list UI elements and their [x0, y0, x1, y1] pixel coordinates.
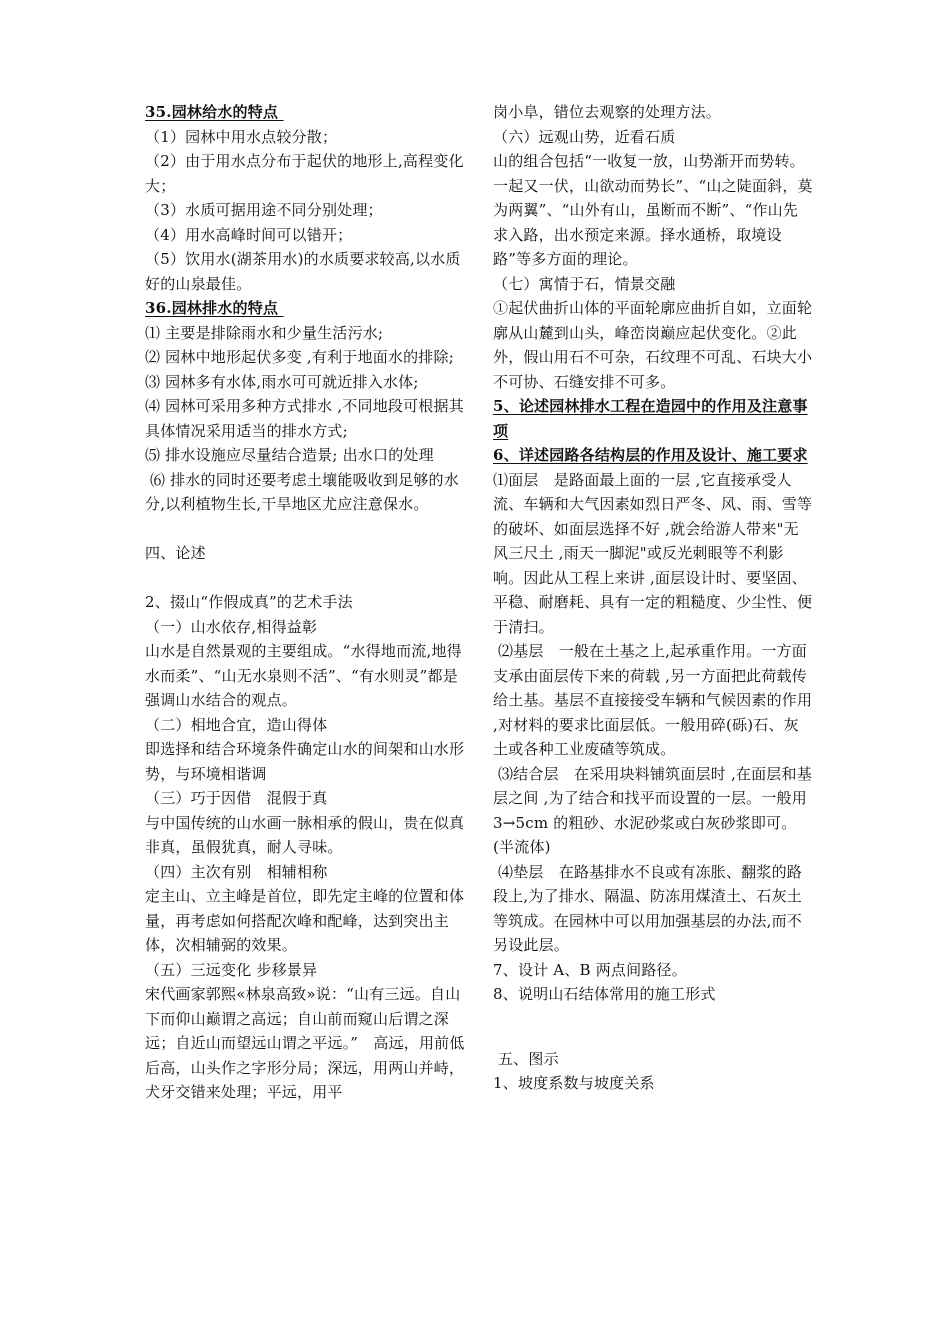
question-heading: 1、坡度系数与坡度关系: [493, 1074, 655, 1092]
section-heading: 四、论述: [145, 544, 206, 562]
spacer: [145, 566, 465, 591]
list-item: （2）由于用水点分布于起伏的地形上,高程变化大；: [145, 152, 464, 195]
list-item: ⑹ 排水的同时还要考虑土壤能吸收到足够的水分,以利植物生长,干旱地区尤应注意保水。: [145, 470, 459, 513]
subheading: （二）相地合宜，造山得体: [145, 715, 328, 734]
spacer: [145, 517, 465, 542]
subheading: （四）主次有别 相辅相称: [145, 862, 328, 881]
list-item: （1）园林中用水点较分散；: [145, 127, 338, 146]
list-item: ⑵ 园林中地形起伏多变 ,有利于地面水的排除;: [145, 348, 454, 366]
list-item: （4）用水高峰时间可以错开；: [145, 225, 353, 244]
left-column: [145, 100, 465, 1105]
paragraph: ⑷垫层 在路基排水不良或有冻胀、翻浆的路段上,为了排水、隔温、防冻用煤渣土、石灰土等筑成。在园林中可以用加强基层的办法,而不另设此层。: [493, 862, 802, 954]
question-heading: 7、设计 A、B 两点间路径。: [493, 960, 687, 979]
list-item: ⑶ 园林多有水体,雨水可可就近排入水体;: [145, 372, 419, 391]
question-heading: 2、掇山“作假成真”的艺术手法: [145, 593, 353, 611]
subheading: （七）寓情于石，情景交融: [493, 274, 676, 293]
paragraph: 即选择和结合环境条件确定山水的间架和山水形势，与环境相谐调: [145, 740, 465, 783]
paragraph: 山水是自然景观的主要组成。“水得地而流,地得水而柔”、“山无水泉则不活”、“有水则灵”都是强调山水结合的观点。: [145, 642, 462, 709]
heading-35: 35.园林给水的特点: [145, 103, 284, 121]
list-item: ⑸ 排水设施应尽量结合造景; 出水口的处理: [145, 446, 434, 464]
paragraph: 山的组合包括“一收复一放，山势渐开而势转。一起又一伏，山欲动而势长”、“山之陡面斜，莫为两翼”、“山外有山，虽断而不断”、“作山先求入路，出水预定来源。择水通桥，取境设路”等多方面的理论。: [493, 152, 813, 268]
question-heading-5: 5、论述园林排水工程在造园中的作用及注意事项: [493, 397, 808, 440]
subheading: （五）三远变化 步移景异: [145, 960, 318, 979]
list-item: ⑷ 园林可采用多种方式排水 ,不同地段可根据其具体情况采用适当的排水方式;: [145, 397, 464, 440]
paragraph: 宋代画家郭熙«林泉高致»说：“山有三远。自山下而仰山巅谓之高远；自山前而窥山后谓之深远；自近山而望远山谓之平远。” 高远，用前低后高，山头作之字形分局；深远，用两山并峙，犬牙交错来处理；平远，用平: [145, 985, 465, 1101]
paragraph: ①起伏曲折山体的平面轮廓应曲折自如，立面轮廓从山麓到山头，峰峦岗巅应起伏变化。②此外，假山用石不可杂，石纹理不可乱、石块大小不可协、石缝安排不可多。: [493, 299, 813, 391]
section-heading: 五、图示: [493, 1049, 559, 1068]
question-heading: 8、说明山石结体常用的施工形式: [493, 985, 716, 1003]
paragraph: ⑴面层 是路面最上面的一层 ,它直接承受人流、车辆和大气因素如烈日严冬、风、雨、雪等的破坏、如面层选择不好 ,就会给游人带来"无风三尺土 ,雨天一脚泥"或反光刺眼等不利影响。因此从工程上来讲 ,面层设计时、要坚固、平稳、耐磨耗、具有一定的粗糙度、少尘性、便于清扫。: [493, 470, 813, 636]
list-item: （3）水质可据用途不同分别处理；: [145, 201, 383, 219]
subheading: （三）巧于因借 混假于真: [145, 789, 328, 807]
list-item: （5）饮用水(湖茶用水)的水质要求较高,以水质好的山泉最佳。: [145, 250, 461, 293]
paragraph: 岗小阜，错位去观察的处理方法。: [493, 103, 722, 121]
subheading: （六）远观山势，近看石质: [493, 127, 676, 146]
paragraph: 与中国传统的山水画一脉相承的假山，贵在似真非真，虽假犹真，耐人寻味。: [145, 813, 465, 856]
paragraph: 定主山、立主峰是首位，即先定主峰的位置和体量，再考虑如何搭配次峰和配峰，达到突出主体，次相辅弼的效果。: [145, 887, 465, 954]
paragraph: ⑵基层 一般在土基之上,起承重作用。一方面支承由面层传下来的荷载 ,另一方面把此荷载传给土基。基层不直接接受车辆和气候因素的作用 ,对材料的要求比面层低。一般用碎(砾)石、灰土或各种工业废碴等筑成。: [493, 642, 818, 758]
list-item: ⑴ 主要是排除雨水和少量生活污水;: [145, 323, 384, 342]
heading-36: 36.园林排水的特点: [145, 299, 284, 317]
paragraph: ⑶结合层 在采用块料铺筑面层时 ,在面层和基层之间 ,为了结合和找平而设置的一层。一般用 3→5cm 的粗砂、水泥砂浆或白灰砂浆即可。(半流体): [493, 764, 812, 856]
question-heading-6: 6、详述园路各结构层的作用及设计、施工要求: [493, 446, 808, 464]
spacer: [493, 1007, 813, 1047]
right-column: [493, 100, 818, 1096]
subheading: （一）山水依存,相得益彰: [145, 617, 318, 636]
